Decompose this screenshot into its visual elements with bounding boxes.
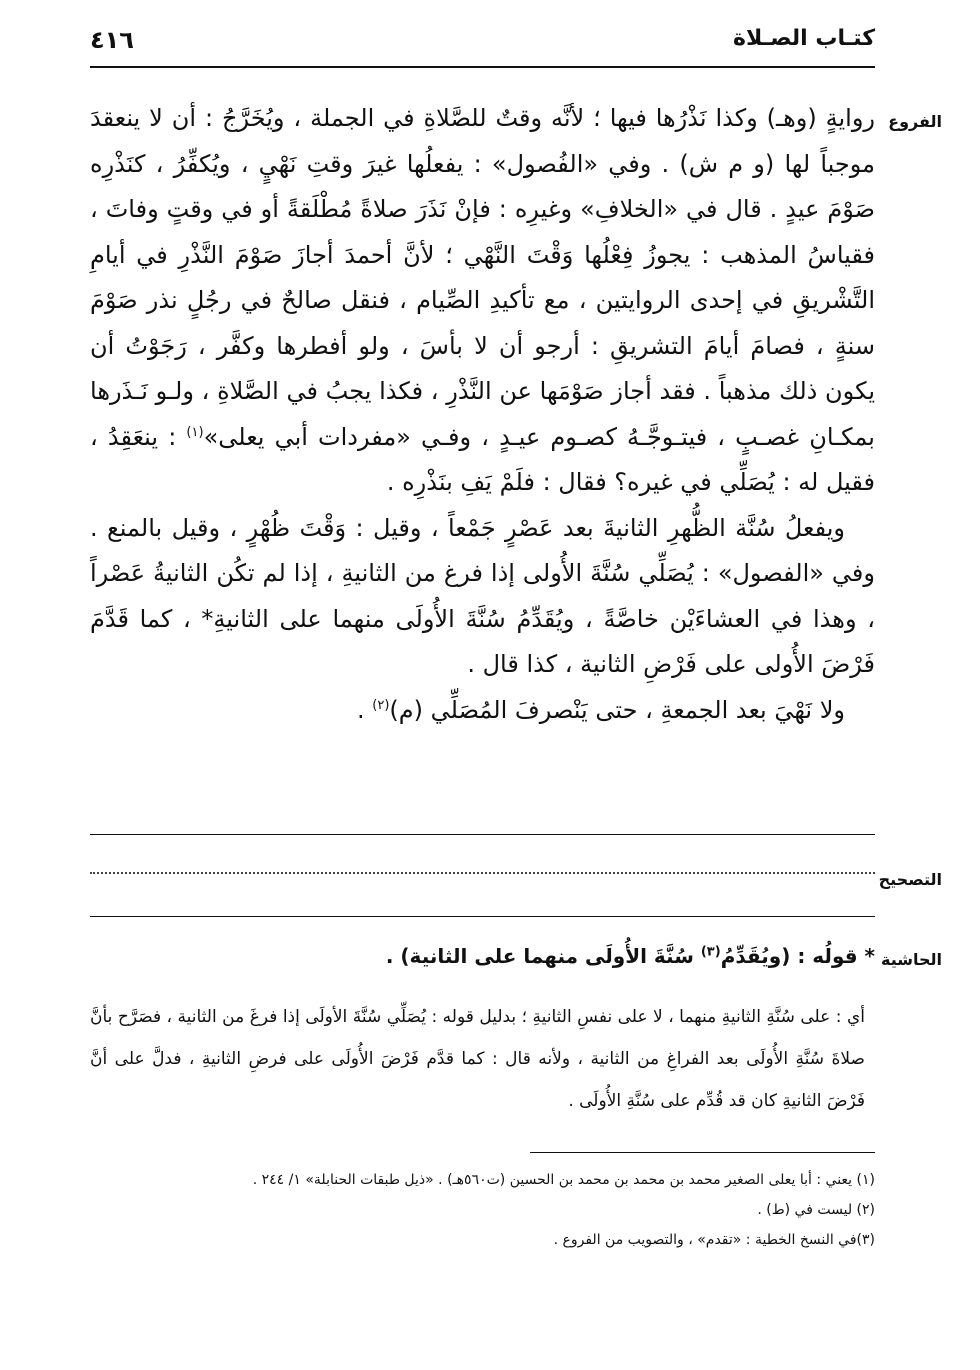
footnote-1: (١) يعني : أبا يعلى الصغير محمد بن محمد بن محمد بن الحسين (ت٥٦٠هـ) . «ذيل طبقات الحنابلة» ١/ ٢٤٤ . [252, 1172, 875, 1188]
label-hashiya: الحاشية [881, 950, 942, 969]
footnote-ref-3: (٣) [700, 944, 721, 960]
footnotes [90, 1165, 875, 1255]
main-paragraph-3-text: ولا نَهْيَ بعد الجمعةِ ، حتى يَنْصرفَ المُصَلِّي (م) [389, 695, 845, 724]
main-paragraph-2: ويفعلُ سُنَّة الظُّهرِ الثانيةَ بعد عَصْرٍ جَمْعاً ، وقيل : وَقْتَ ظُهْرٍ ، وقيل بالمنع . وفي «الفصول» : يُصَلِّي سُنَّةَ الأُولى إذا فرغ من الثانيةِ ، إذا لم تكُن الثانيةُ عَصْراً ، وهذا في العشاءَيْن خاصَّةً ، ويُقَدِّمُ سُنَّةَ الأُولَى منهما على الثانيةِ* ، كما قَدَّمَ فَرْضَ الأُولى على فَرْضِ الثانية ، كذا قال . [90, 513, 875, 678]
main-text [90, 96, 875, 733]
hashiya-heading [90, 944, 875, 968]
tashih-bottom-rule [90, 916, 875, 917]
footnote-2: (٢) ليست في (ط) . [757, 1202, 875, 1218]
running-title: كتـاب الصـلاة [732, 26, 875, 51]
hashiya-heading-post: سُنَّةَ الأُولَى منهما على الثانية) . [385, 944, 701, 968]
label-tashih: التصحيح [878, 870, 942, 889]
footnote-ref-2: (٢) [372, 697, 390, 713]
footnote-ref-1: (١) [186, 424, 204, 440]
footnote-rule [530, 1152, 875, 1153]
main-paragraph-1 [90, 96, 875, 506]
page-number: ٤١٦ [90, 26, 134, 54]
main-paragraph-3-end: . [357, 695, 373, 724]
header-rule [90, 66, 875, 68]
tashih-dotted-line [90, 872, 875, 874]
hashiya-body: أي : على سُنَّةِ الثانيةِ منهما ، لا على نفسِ الثانيةِ ؛ بدليل قوله : يُصَلِّي سُنَّةَ الأولَى إذا فرغَ من الثانية ، فصَرَّح بأنَّ صلاةَ سُنَّةِ الأُولَى بعد الفراغِ من الثانية ، ولأنه قال : كما قدَّم فَرْضَ الأُولَى على فرضِ الثانيةِ ، فدلَّ على أنَّ فَرْضَ الثانيةِ كان قد قُدِّم على سُنَّةِ الأُولَى . [90, 1007, 865, 1111]
main-paragraph-1-text: روايةٍ (وهـ) وكذا نَذْرُها فيها ؛ لأنَّه وقتٌ للصَّلاةِ في الجملة ، ويُخَرَّجُ : أن لا ينعقدَ موجباً لها (و م ش) . وفي «الفُصول» : يفعلُها غيرَ وقتِ نَهْيٍ ، ويُكفِّرُ ، كنَذْرِه صَوْمَ عيدٍ . قال في «الخلافِ» وغيرِه : فإنْ نَذَرَ صلاةً مُطْلَقةً أو في وقتٍ وفاتَ ، فقياسُ المذهب : يجوزُ فِعْلُها وَقْتَ النَّهْي ؛ لأنَّ أحمدَ أجازَ صَوْمَ النَّذْرِ في أيامِ التَّشْريقِ في إحدى الروايتين ، مع تأكيدِ الصِّيام ، فنقل صالحٌ في رجُلٍ نذر صَوْمَ سنةٍ ، فصامَ أيامَ التشريقِ : أرجو أن لا بأسَ ، ولو أفطرها وكفَّر ، رَجَوْتُ أن يكون ذلك مذهباً . فقد أجاز صَوْمَها عن النَّذْرِ ، فكذا يجبُ في الصَّلاةِ ، ولـو نَـذَرها بمكـانِ غصـبٍ ، فيتـوجَّـهُ كصـوم عيـدٍ ، وفـي «مفردات أبي يعلى» [90, 104, 875, 451]
main-paragraph-1-end: : ينعَقِدُ ، فقيل له : يُصَلِّي في غيره؟ فقال : فلَمْ يَفِ بنَذْرِه . [90, 422, 875, 496]
hashiya-heading-pre: * قولُه : (ويُقَدِّمُ [720, 944, 875, 968]
main-paragraph-3 [90, 688, 875, 734]
label-furu: الفروع [888, 112, 942, 131]
footnote-3: (٣)في النسخ الخطية : «تقدم» ، والتصويب من الفروع . [553, 1232, 875, 1248]
page-header [90, 22, 875, 62]
tashih-top-rule [90, 834, 875, 835]
